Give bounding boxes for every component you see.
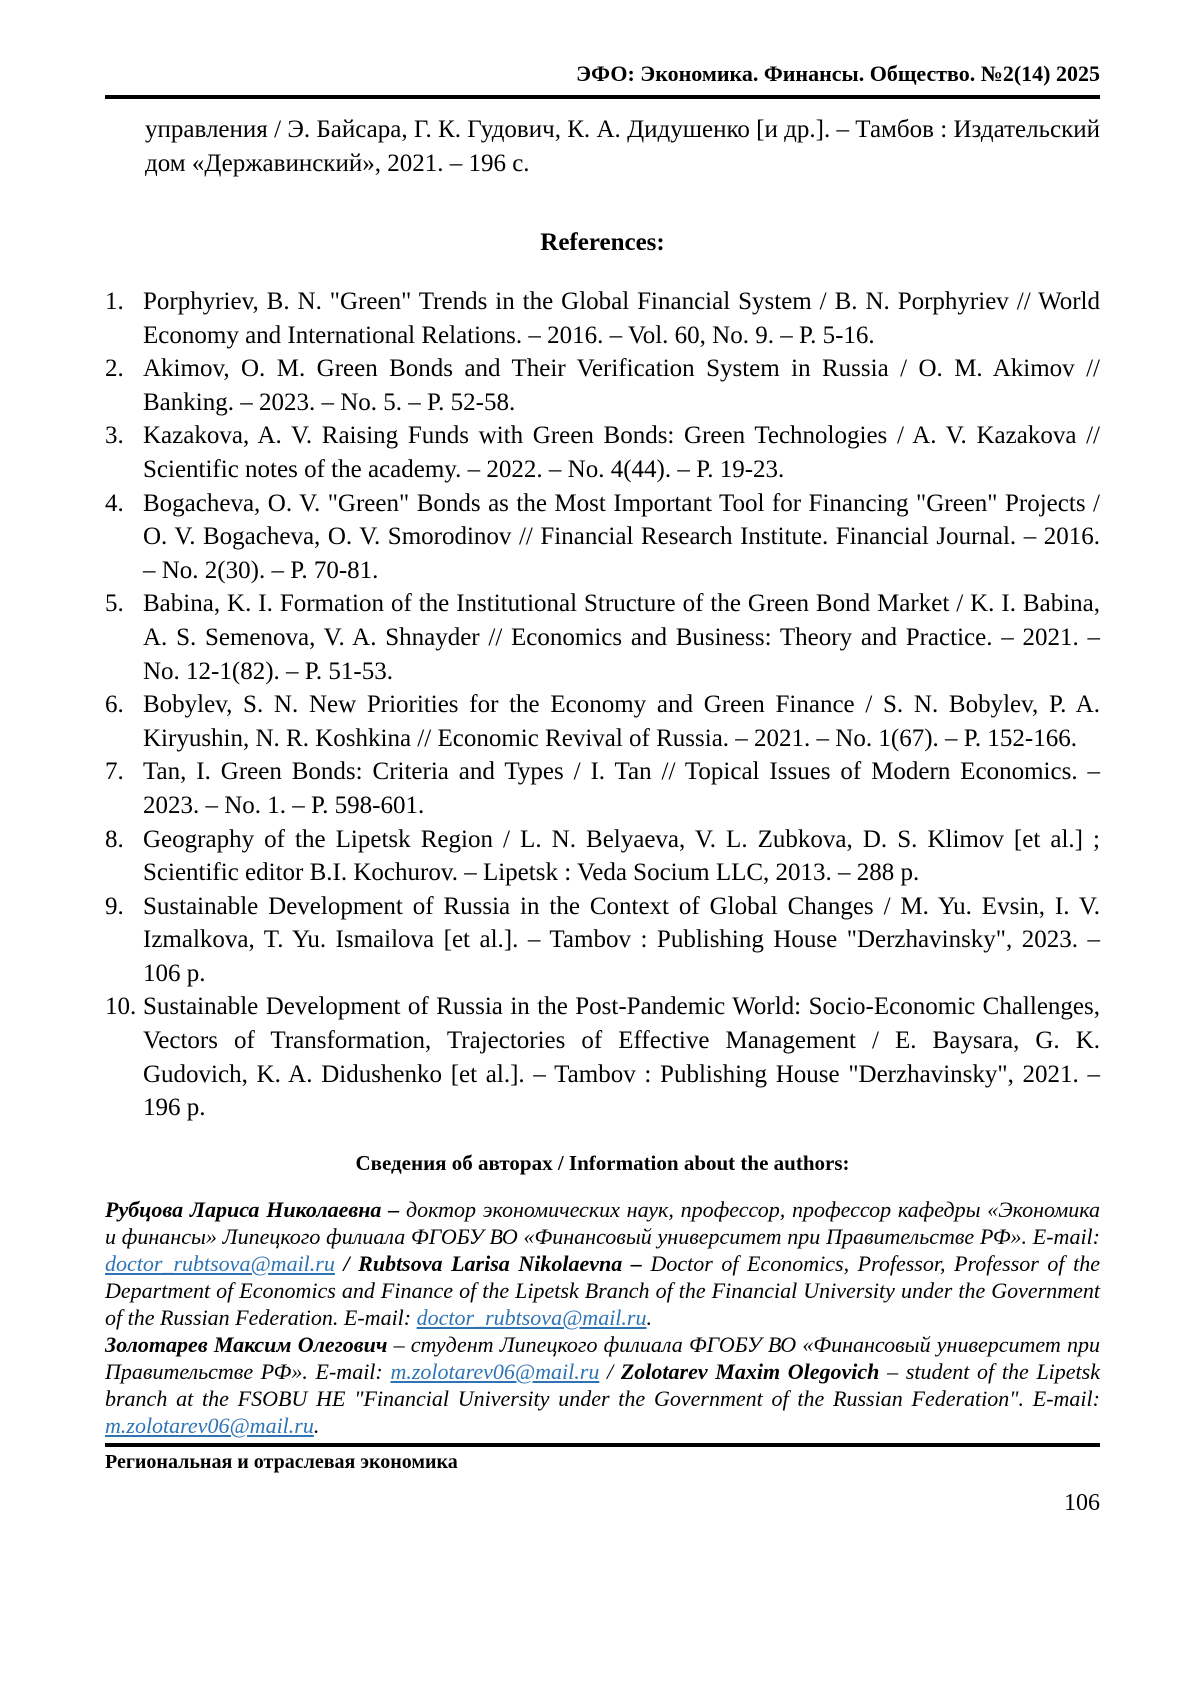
reference-number: 3.: [105, 422, 124, 450]
page-number: 106: [1064, 1489, 1100, 1516]
reference-number: 2.: [105, 355, 124, 383]
reference-number: 1.: [105, 288, 124, 315]
reference-text: Tan, I. Green Bonds: Criteria and Types / I. Tan // Topical Issues of Modern Economics. – 2023. – No. 1. – P. 598-601.: [143, 758, 1100, 819]
header-divider: [105, 95, 1100, 99]
reference-text: Sustainable Development of Russia in the Context of Global Changes / M. Yu. Evsin, I. V. Izmalkova, T. Yu. Ismailova [et al.]. – Tambov : Publishing House "Derzhavinsky", 2023. – 106 p.: [143, 892, 1100, 987]
text-segment: доктор экономических наук, профессор, профессор кафедры «Экономика и финансы» Липецкого филиала ФГОБУ ВО «Финансовый университет при Правительстве РФ». E-mail:: [105, 1196, 1100, 1249]
author-name: / Rubtsova Larisa Nikolaevna –: [334, 1250, 651, 1276]
footer-divider: [105, 1443, 1100, 1447]
reference-item: [105, 823, 1100, 890]
reference-item: [105, 487, 1100, 588]
email-link[interactable]: doctor_rubtsova@mail.ru: [105, 1250, 335, 1276]
journal-header: [105, 62, 1100, 86]
lead-paragraph: управления / Э. Байсара, Г. К. Гудович, К. А. Дидушенко [и др.]. – Тамбов : Издательский дом «Державинский», 2021. – 196 с.: [145, 116, 1100, 177]
text-segment: – student of the Lipetsk branch at the FSOBU HE "Financial University under the Government of the Russian Federation". E-mail:: [105, 1358, 1100, 1411]
reference-number: 5.: [105, 590, 124, 618]
reference-text: Sustainable Development of Russia in the Post-Pandemic World: Socio-Economic Challenges, Vectors of Transformation, Trajectories of Effective Management / E. Baysara, G. K. Gudovich, K. A. Didushenko [et al.]. – Tambov : Publishing House "Derzhavinsky", 2021. – 196 p.: [143, 993, 1100, 1122]
reference-text: Kazakova, A. V. Raising Funds with Green Bonds: Green Technologies / A. V. Kazakova // Scientific notes of the academy. – 2022. – No. 4(44). – P. 19-23.: [143, 422, 1100, 483]
text-segment: .: [313, 1412, 320, 1438]
author-name: Рубцова Лариса Николаевна –: [105, 1196, 406, 1222]
reference-item: [105, 419, 1100, 486]
reference-text: Bobylev, S. N. New Priorities for the Economy and Green Finance / S. N. Bobylev, P. A. Kiryushin, N. R. Koshkina // Economic Revival of Russia. – 2021. – No. 1(67). – P. 152-166.: [143, 691, 1100, 752]
reference-number: 4.: [105, 489, 124, 517]
text-segment: – студент Липецкого филиала ФГОБУ ВО «Финансовый университет при Правительстве РФ». E-mail:: [105, 1331, 1101, 1384]
reference-number: 10.: [105, 993, 137, 1021]
reference-text: Geography of the Lipetsk Region / L. N. Belyaeva, V. L. Zubkova, D. S. Klimov [et al.] ; Scientific editor B.I. Kochurov. – Lipetsk : Veda Socium LLC, 2013. – 288 p.: [143, 825, 1100, 887]
reference-text: Porphyriev, B. N. "Green" Trends in the Global Financial System / B. N. Porphyriev // World Economy and International Relations. – 2016. – Vol. 60, No. 9. – P. 5-16.: [143, 288, 1100, 349]
email-link[interactable]: m.zolotarev06@mail.ru: [390, 1358, 600, 1384]
reference-item: [105, 890, 1100, 991]
author-paragraph-rubtsova: [105, 1196, 1100, 1331]
reference-item: [105, 688, 1100, 755]
author-name: Zolotarev Maxim Olegovich: [620, 1358, 880, 1384]
reference-item: [105, 285, 1100, 352]
reference-item: [105, 755, 1100, 822]
journal-title: ЭФО: Экономика. Финансы. Общество. №2(14) 2025: [576, 61, 1100, 86]
text-segment: /: [599, 1358, 621, 1384]
references-heading: References:: [540, 229, 665, 256]
text-segment: Doctor of Economics, Professor, Professor of the Department of Economics and Finance of the Lipetsk Branch of the Financial University under the Government of the Russian Federation. E-mail:: [105, 1250, 1101, 1330]
references-list: [105, 285, 1100, 1125]
reference-text: Akimov, O. M. Green Bonds and Their Verification System in Russia / O. M. Akimov // Banking. – 2023. – No. 5. – P. 52-58.: [143, 355, 1100, 416]
reference-item: [105, 587, 1100, 688]
reference-number: 9.: [105, 892, 124, 920]
email-link[interactable]: m.zolotarev06@mail.ru: [105, 1412, 314, 1438]
author-name: Золотарев Максим Олегович: [105, 1331, 388, 1357]
reference-item: [105, 990, 1100, 1124]
reference-number: 7.: [105, 758, 124, 786]
email-link[interactable]: doctor_rubtsova@mail.ru: [416, 1304, 647, 1330]
author-paragraph-zolotarev: [105, 1331, 1100, 1439]
footer-section-label: Региональная и отраслевая экономика: [105, 1450, 458, 1473]
reference-text: Babina, K. I. Formation of the Institutional Structure of the Green Bond Market / K. I. Babina, A. S. Semenova, V. A. Shnayder // Economics and Business: Theory and Practice. – 2021. – No. 12-1(82). – P. 51-53.: [143, 590, 1100, 685]
reference-number: 8.: [105, 825, 124, 853]
reference-number: 6.: [105, 691, 124, 719]
reference-text: Bogacheva, O. V. "Green" Bonds as the Most Important Tool for Financing "Green" Projects / O. V. Bogacheva, O. V. Smorodinov // Financial Research Institute. Financial Journal. – 2016. – No. 2(30). – P. 70-81.: [143, 489, 1100, 584]
reference-item: [105, 352, 1100, 419]
text-segment: .: [646, 1304, 652, 1330]
authors-heading: Сведения об авторах / Information about the authors:: [355, 1150, 850, 1175]
